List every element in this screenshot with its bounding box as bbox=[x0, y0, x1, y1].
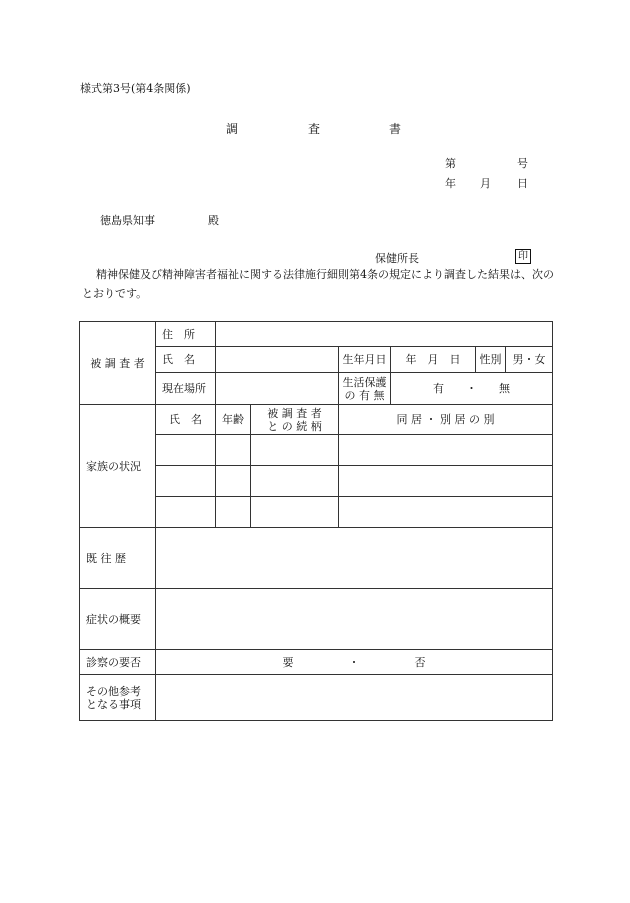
other-label-line1: その他参考 bbox=[86, 684, 141, 698]
doc-number-prefix: 第 bbox=[445, 157, 456, 170]
form-number: 様式第3号(第4条関係) bbox=[80, 82, 191, 95]
seal-box: 印 bbox=[515, 249, 531, 264]
family-row-2-cohabit[interactable] bbox=[339, 466, 553, 497]
family-row-3-name[interactable] bbox=[156, 497, 216, 528]
name-field[interactable] bbox=[216, 347, 339, 373]
family-row-1-age[interactable] bbox=[216, 435, 251, 466]
history-field[interactable] bbox=[156, 528, 553, 589]
date-month: 月 bbox=[480, 177, 491, 190]
family-col-relation-line1: 被 調 査 者 bbox=[267, 406, 322, 420]
body-paragraph bbox=[82, 265, 558, 303]
date-year: 年 bbox=[445, 177, 456, 190]
family-row-3-cohabit[interactable] bbox=[339, 497, 553, 528]
title-char-2: 査 bbox=[308, 122, 321, 136]
family-row-2-age[interactable] bbox=[216, 466, 251, 497]
family-header: 家族の状況 bbox=[80, 405, 156, 528]
family-row-2-name[interactable] bbox=[156, 466, 216, 497]
doc-number-suffix: 号 bbox=[517, 157, 528, 170]
addressee-honorific: 殿 bbox=[208, 214, 219, 227]
addressee-name: 徳島県知事 bbox=[100, 214, 155, 227]
sex-field[interactable]: 男・女 bbox=[506, 347, 553, 373]
exam-field[interactable]: 要 ・ 否 bbox=[156, 650, 553, 675]
body-text: 精神保健及び精神障害者福祉に関する法律施行細則第4条の規定により調査した結果は、次のとおりです。 bbox=[82, 268, 554, 300]
current-location-label: 現在場所 bbox=[156, 373, 216, 405]
welfare-field[interactable]: 有 ・ 無 bbox=[391, 373, 553, 405]
family-row-1-relation[interactable] bbox=[251, 435, 339, 466]
other-field[interactable] bbox=[156, 675, 553, 721]
family-row-1-cohabit[interactable] bbox=[339, 435, 553, 466]
address-label: 住 所 bbox=[156, 322, 216, 347]
title-char-1: 調 bbox=[226, 122, 239, 136]
family-col-age: 年齢 bbox=[216, 405, 251, 435]
current-location-field[interactable] bbox=[216, 373, 339, 405]
family-row-3-relation[interactable] bbox=[251, 497, 339, 528]
subject-header: 被 調 査 者 bbox=[80, 322, 156, 405]
symptoms-label: 症状の概要 bbox=[80, 589, 156, 650]
date-day: 日 bbox=[517, 177, 528, 190]
welfare-label bbox=[339, 373, 391, 405]
welfare-label-line1: 生活保護 bbox=[342, 375, 387, 389]
name-label: 氏 名 bbox=[156, 347, 216, 373]
history-label: 既 往 歴 bbox=[80, 528, 156, 589]
exam-label: 診察の要否 bbox=[80, 650, 156, 675]
family-row-3-age[interactable] bbox=[216, 497, 251, 528]
other-label-line2: となる事項 bbox=[86, 697, 141, 711]
welfare-label-line2: の 有 無 bbox=[344, 388, 385, 402]
symptoms-field[interactable] bbox=[156, 589, 553, 650]
birthdate-label: 生年月日 bbox=[339, 347, 391, 373]
family-row-1-name[interactable] bbox=[156, 435, 216, 466]
family-row-2-relation[interactable] bbox=[251, 466, 339, 497]
address-field[interactable] bbox=[216, 322, 553, 347]
family-col-relation-line2: と の 続 柄 bbox=[267, 419, 322, 433]
other-label bbox=[80, 675, 156, 721]
family-col-relation bbox=[251, 405, 339, 435]
family-col-name: 氏 名 bbox=[156, 405, 216, 435]
survey-table bbox=[79, 321, 553, 721]
family-col-cohabit: 同 居 ・ 別 居 の 別 bbox=[339, 405, 553, 435]
sender-title: 保健所長 bbox=[375, 252, 419, 265]
sex-label: 性別 bbox=[476, 347, 506, 373]
birthdate-field[interactable]: 年 月 日 bbox=[391, 347, 476, 373]
title-char-3: 書 bbox=[389, 122, 402, 136]
